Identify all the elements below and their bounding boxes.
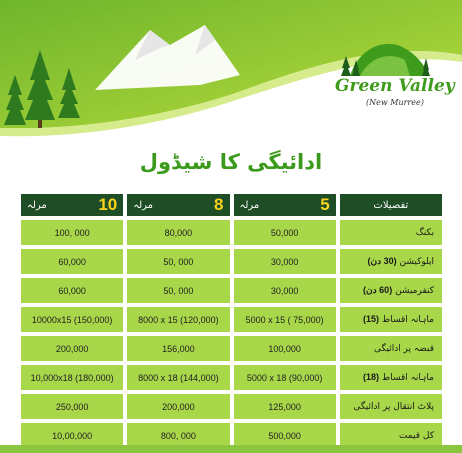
table-row <box>21 307 442 332</box>
row-label <box>340 220 442 245</box>
cell-c8: 8000 x 15 (120,000) <box>127 307 229 332</box>
cell-c5: 30,000 <box>234 249 336 274</box>
cell-c5: 5000 x 15 ( 75,000) <box>234 307 336 332</box>
cell-c5: 5000 x 18 (90,000) <box>234 365 336 390</box>
cell-c8: 800, 000 <box>127 423 229 448</box>
table-row <box>21 365 442 390</box>
table-row <box>21 336 442 361</box>
cell-c5: 50,000 <box>234 220 336 245</box>
cell-c5: 125,000 <box>234 394 336 419</box>
payment-schedule-table <box>17 190 446 452</box>
cell-c10: 100, 000 <box>21 220 123 245</box>
row-label-text: قبضہ پر ادائیگی <box>374 343 434 354</box>
row-label-note: (60 دن) <box>363 285 393 295</box>
cell-c5: 100,000 <box>234 336 336 361</box>
cell-c8: 50, 000 <box>127 278 229 303</box>
cell-c8: 50, 000 <box>127 249 229 274</box>
cell-c10: 10,000x18 (180,000) <box>21 365 123 390</box>
header-details: تفصیلات <box>340 194 442 216</box>
row-label-text: ایلوکیشن <box>399 257 434 267</box>
logo-title: Green Valley <box>335 76 455 96</box>
cell-c5: 30,000 <box>234 278 336 303</box>
row-label <box>340 249 442 274</box>
green-valley-logo <box>330 38 455 118</box>
cell-c10: 60,000 <box>21 278 123 303</box>
header-5-marla: 5 مرلہ <box>234 194 336 216</box>
row-label-note: (18) <box>362 372 379 382</box>
row-label <box>340 365 442 390</box>
cell-c10: 60,000 <box>21 249 123 274</box>
header-8-marla: 8 مرلہ <box>127 194 229 216</box>
cell-c8: 8000 x 18 (144,000) <box>127 365 229 390</box>
row-label-text: بکنگ <box>415 227 434 238</box>
row-label <box>340 336 442 361</box>
table-row <box>21 220 442 245</box>
cell-c8: 156,000 <box>127 336 229 361</box>
table-row <box>21 394 442 419</box>
row-label-text: ماہانہ اقساط <box>381 373 434 383</box>
header-10-marla: 10 مرلہ <box>21 194 123 216</box>
cell-c8: 80,000 <box>127 220 229 245</box>
row-label-text: کنفرمیشن <box>395 286 434 296</box>
row-label-note: (30 دن) <box>367 256 397 266</box>
footer-bar <box>0 445 462 453</box>
cell-c10: 250,000 <box>21 394 123 419</box>
logo-emblem-icon <box>330 38 448 78</box>
cell-c10: 10000x15 (150,000) <box>21 307 123 332</box>
row-label-text: ماہانہ اقساط <box>381 315 434 325</box>
row-label <box>340 394 442 419</box>
table-row <box>21 278 442 303</box>
row-label-note: (15) <box>362 314 379 324</box>
logo-subtitle: (New Murree) <box>366 98 424 107</box>
cell-c10: 10,00,000 <box>21 423 123 448</box>
cell-c10: 200,000 <box>21 336 123 361</box>
row-label <box>340 278 442 303</box>
cell-c5: 500,000 <box>234 423 336 448</box>
page-title: ادائیگی کا شیڈول <box>139 150 323 174</box>
row-label-text: کل قیمت <box>398 430 434 441</box>
row-label <box>340 307 442 332</box>
table-row <box>21 249 442 274</box>
row-label-text: پلاٹ انتقال پر ادائیگی <box>353 401 434 412</box>
cell-c8: 200,000 <box>127 394 229 419</box>
table-header-row <box>21 194 442 216</box>
